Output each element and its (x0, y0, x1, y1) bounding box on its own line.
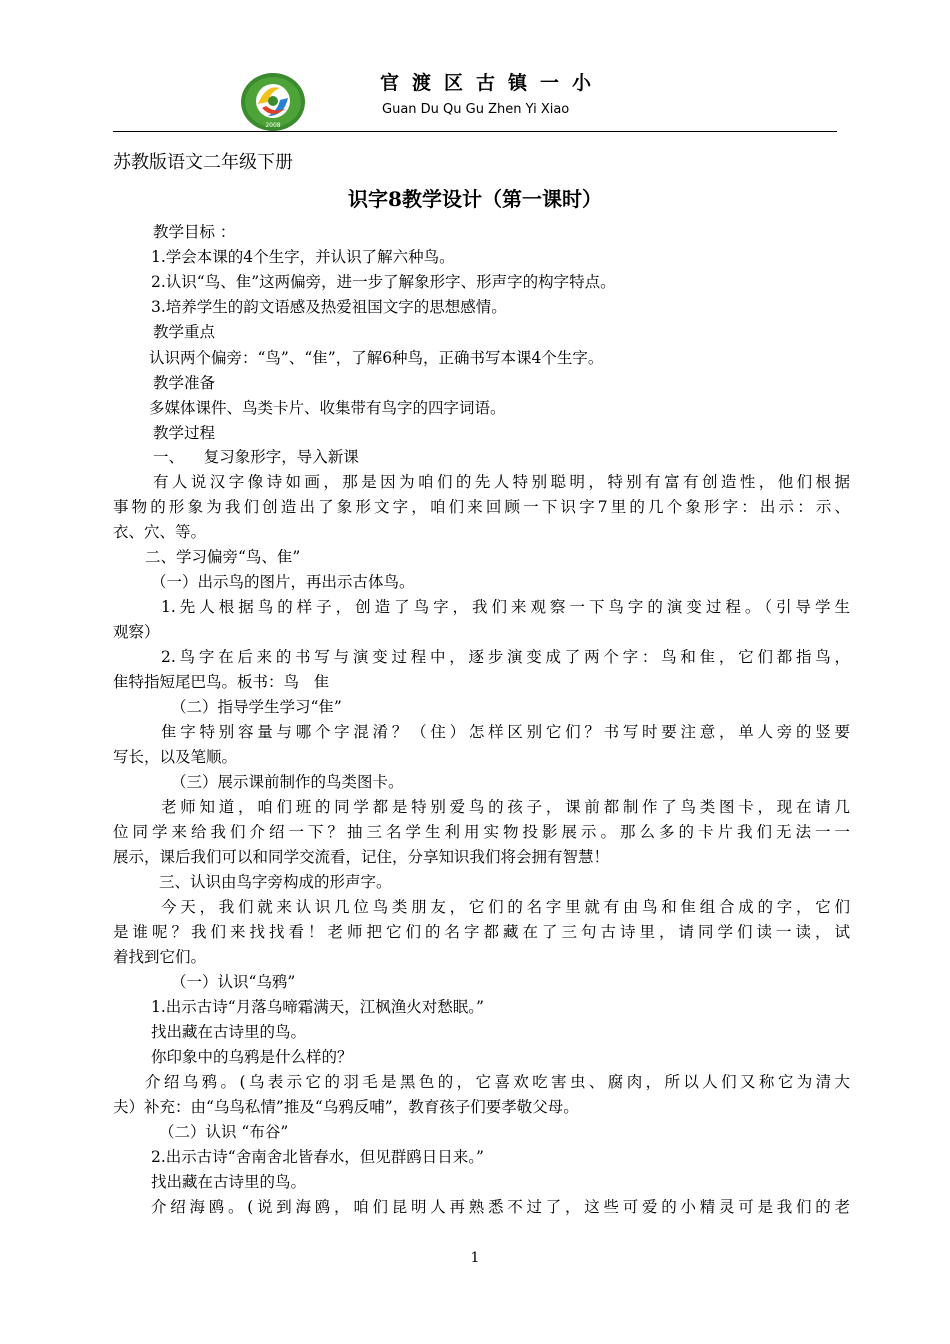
text-line: 隹特指短尾巴鸟。板书：鸟 隹 (113, 673, 330, 691)
text-line: 介绍海鸥。(说到海鸥，咱们昆明人再熟悉不过了，这些可爱的小精灵可是我们的老 (151, 1198, 850, 1216)
text-line: 夫）补充：由“乌鸟私情”推及“乌鸦反哺”，教育孩子们要孝敬父母。 (113, 1098, 579, 1116)
text-line: 介绍乌鸦。(乌表示它的羽毛是黑色的，它喜欢吃害虫、腐肉，所以人们又称它为清大 (145, 1073, 850, 1091)
text-line: 三、认识由鸟字旁构成的形声字。 (159, 873, 392, 891)
text-line: 教学准备 (153, 374, 216, 392)
text-line: 1.出示古诗“月落乌啼霜满天，江枫渔火对愁眠。” (151, 998, 484, 1016)
text-line: 1.学会本课的4个生字，并认识了解六种鸟。 (151, 248, 455, 266)
text-line: 今天，我们就来认识几位鸟类朋友，它们的名字里就有由鸟和隹组合成的字，它们 (161, 898, 850, 916)
text-line: 观察） (113, 623, 160, 641)
text-line: 位同学来给我们介绍一下？抽三名学生利用实物投影展示。那么多的卡片我们无法一一 (113, 823, 850, 841)
school-logo (240, 72, 306, 132)
text-line: 隹字特别容量与哪个字混淆？（住）怎样区别它们？书写时要注意，单人旁的竖要 (161, 723, 850, 741)
document-title: 识字8教学设计（第一课时） (348, 187, 602, 211)
text-line: 有人说汉字像诗如画，那是因为咱们的先人特别聪明，特别有富有创造性，他们根据 (153, 473, 850, 491)
text-line: 2.出示古诗“舍南舍北皆春水，但见群鸥日日来。” (151, 1148, 484, 1166)
text-line: 2.认识“鸟、隹”这两偏旁，进一步了解象形字、形声字的构字特点。 (151, 273, 616, 291)
text-line: 2.鸟字在后来的书写与演变过程中，逐步演变成了两个字：鸟和隹，它们都指鸟， (161, 648, 850, 666)
book-name: 苏教版语文二年级下册 (113, 152, 293, 173)
text-line: （一）认识“乌鸦” (171, 973, 296, 991)
text-line: 1.先人根据鸟的样子，创造了鸟字，我们来观察一下鸟字的演变过程。（引导学生 (161, 598, 850, 616)
logo-year: 2008 (265, 122, 281, 129)
text-line: 认识两个偏旁：“鸟”、“隹”，了解6种鸟，正确书写本课4个生字。 (149, 349, 604, 367)
text-line: 多媒体课件、鸟类卡片、收集带有鸟字的四字词语。 (149, 399, 506, 417)
text-line: （一）出示鸟的图片，再出示古体鸟。 (151, 573, 415, 591)
text-line: （三）展示课前制作的鸟类图卡。 (171, 773, 404, 791)
text-line: （二）认识 “布谷” (159, 1123, 289, 1141)
text-line: 3.培养学生的韵文语感及热爱祖国文字的思想感情。 (151, 298, 507, 316)
school-name-cn: 官渡区古镇一小 (380, 72, 605, 94)
text-line: 找出藏在古诗里的鸟。 (151, 1173, 307, 1191)
school-logo-icon (240, 72, 306, 132)
text-line: 教学目标 ： (153, 223, 236, 241)
text-line: 事物的形象为我们创造出了象形文字，咱们来回顾一下识字7里的几个象形字：出示：示、 (113, 498, 850, 516)
text-line: 衣、穴、等。 (113, 523, 207, 541)
text-line: 二、学习偏旁“鸟、隹” (145, 548, 301, 566)
text-line: 你印象中的乌鸦是什么样的？ (151, 1048, 353, 1066)
text-line: （二）指导学生学习“隹” (171, 698, 342, 716)
text-line: 一、 复习象形字，导入新课 (153, 448, 359, 466)
header-divider (113, 131, 837, 132)
page-number: 1 (470, 1250, 480, 1266)
text-line: 展示，课后我们可以和同学交流看，记住，分享知识我们将会拥有智慧！ (113, 848, 610, 866)
school-name-en: Guan Du Qu Gu Zhen Yi Xiao (382, 102, 570, 117)
text-line: 找出藏在古诗里的鸟。 (151, 1023, 307, 1041)
text-line: 老师知道，咱们班的同学都是特别爱鸟的孩子，课前都制作了鸟类图卡，现在请几 (161, 798, 850, 816)
text-line: 写长，以及笔顺。 (113, 748, 238, 766)
text-line: 教学重点 (153, 323, 216, 341)
text-line: 教学过程 (153, 424, 216, 442)
text-line: 着找到它们。 (113, 948, 207, 966)
text-line: 是谁呢？我们来找找看！老师把它们的名字都藏在了三句古诗里，请同学们读一读，试 (113, 923, 850, 941)
